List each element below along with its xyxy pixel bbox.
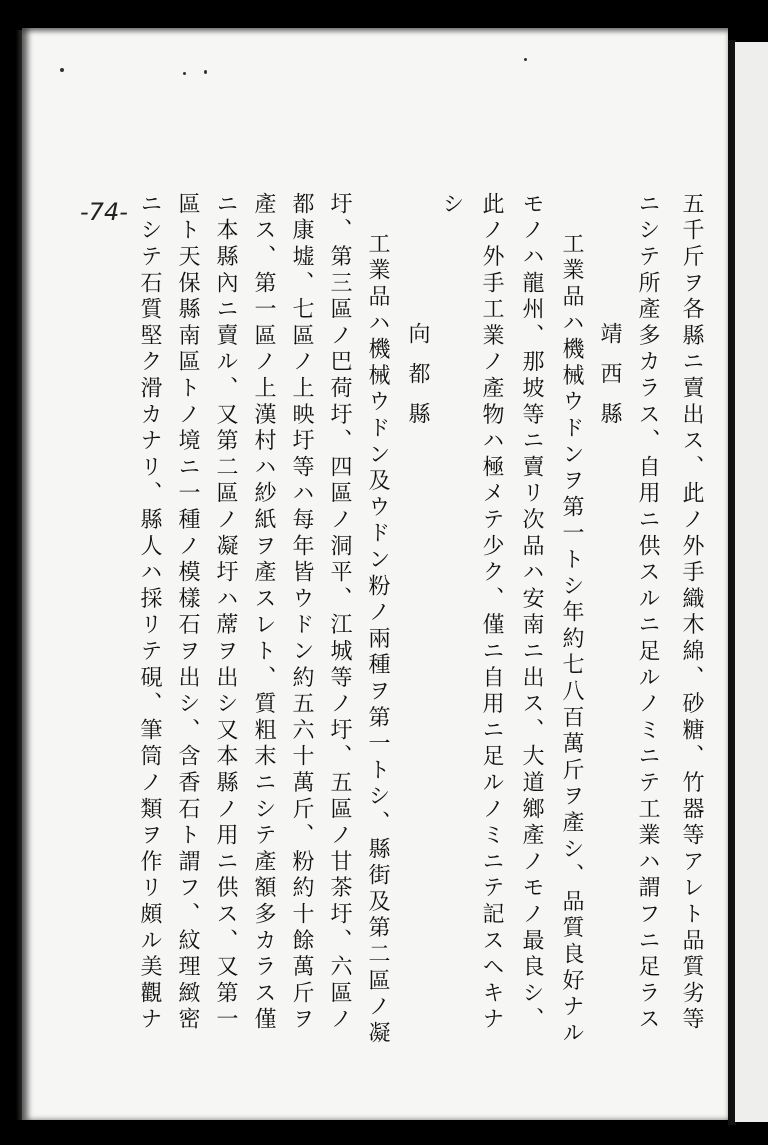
text-column: 此ノ外手工業ノ產物ハ極メテ少ク、僅ニ自用ニ足ルノミニテ記スヘキナ bbox=[479, 192, 504, 1034]
section-heading: 靖西縣 bbox=[597, 322, 622, 442]
text-column: ニシテ所產多カラス、自用ニ供スルニ足ルノミニテ工業ハ謂フニ足ラス bbox=[635, 192, 660, 1034]
text-column: 工業品ハ機械ウドン及ウドン粉ノ兩種ヲ第一トシ、縣街及第二區ノ凝 bbox=[365, 232, 390, 1048]
text-column: 產ス、第一區ノ上漢村ハ紗紙ヲ產スレト、質粗末ニシテ產額多カラス僅 bbox=[251, 192, 276, 1034]
text-column: 都康墟、七區ノ上映圩等ハ每年皆ウドン約五六十萬斤、粉約十餘萬斤ヲ bbox=[289, 192, 314, 1034]
paper-speck bbox=[60, 68, 64, 72]
text-column: 圩、第三區ノ巴荷圩、四區ノ洞平、江城等ノ圩、五區ノ甘茶圩、六區ノ bbox=[327, 192, 352, 1034]
next-page-edge bbox=[735, 42, 768, 1122]
text-column: モノハ龍州、那坡等ニ賣リ次品ハ安南ニ出ス、大道鄉產ノモノ最良シ、 bbox=[519, 192, 544, 1034]
text-column: ニシテ石質堅ク滑カナリ、縣人ハ採リテ硯、筆筒ノ類ヲ作リ頗ル美觀ナ bbox=[137, 192, 162, 1034]
paper-speck bbox=[524, 58, 527, 61]
section-heading: 向都縣 bbox=[405, 322, 430, 442]
text-column: 工業品ハ機械ウドンヲ第一トシ年約七八百萬斤ヲ產シ、品質良好ナル bbox=[559, 232, 584, 1048]
text-column: シ bbox=[439, 192, 464, 219]
page-number: -74- bbox=[80, 198, 128, 226]
text-column: 五千斤ヲ各縣ニ賣出ス、此ノ外手織木綿、砂糖、竹器等アレト品質劣等 bbox=[679, 192, 704, 1034]
text-column: 區ト天保縣南區トノ境ニ一種ノ模樣石ヲ出シ、含香石ト謂フ、紋理緻密 bbox=[175, 192, 200, 1034]
paper-speck bbox=[204, 70, 207, 74]
paper-speck bbox=[183, 72, 186, 75]
text-column: ニ本縣內ニ賣ル、又第二區ノ凝圩ハ蓆ヲ出シ又本縣ノ用ニ供ス、又第一 bbox=[213, 192, 238, 1034]
